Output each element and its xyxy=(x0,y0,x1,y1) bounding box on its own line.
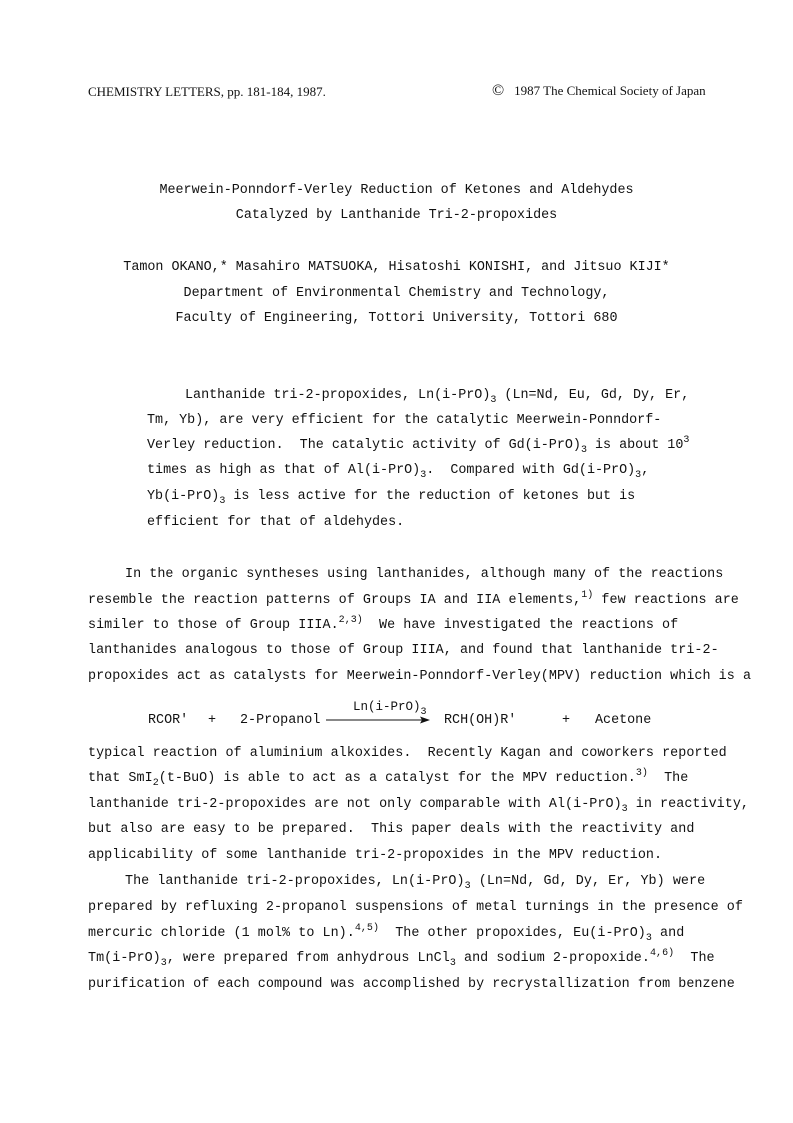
copyright-notice: © 1987 The Chemical Society of Japan xyxy=(492,82,706,99)
reactant-ketone: RCOR' xyxy=(148,713,189,728)
body-line: applicability of some lanthanide tri-2-propoxides in the MPV reduction. xyxy=(88,848,663,863)
body-line: mercuric chloride (1 mol% to Ln).$^{4,5)}$ The other propoxides, $Eu(i-PrO)_3$ and xyxy=(88,923,685,944)
body-line: but also are easy to be prepared. This paper deals with the reactivity and xyxy=(88,822,695,837)
body-line: that SmI$_2$(t-BuO) is able to act as a catalyst for the MPV reduction.$^{3)}$ The xyxy=(88,768,689,789)
reactant-propanol: 2-Propanol xyxy=(240,713,321,728)
body-line: resemble the reaction patterns of Groups IA and IIA elements,$^{1)}$ few reactions are xyxy=(88,590,739,608)
body-line: similer to those of Group IIIA.$^{2,3)}$ We have investigated the reactions of xyxy=(88,615,679,633)
abstract-line: $Yb(i-PrO)_3$ is less active for the reduction of ketones but is xyxy=(147,489,636,507)
body-line: lanthanide tri-2-propoxides are not only comparable with $Al(i-PrO)_3$ in reactivity, xyxy=(88,797,750,815)
affiliation-line-2: Faculty of Engineering, Tottori University, Tottori 680 xyxy=(175,311,618,326)
title-line-1: Meerwein-Ponndorf-Verley Reduction of Ketones and Aldehydes xyxy=(159,183,634,198)
abstract-line: Lanthanide tri-2-propoxides, $Ln(i-PrO)_3$ (Ln=Nd, Eu, Gd, Dy, Er, xyxy=(185,388,690,406)
catalyst-label: $Ln(i-PrO)_3$ xyxy=(353,700,427,718)
journal-citation: CHEMISTRY LETTERS, pp. 181-184, 1987. xyxy=(88,84,326,99)
product-acetone: Acetone xyxy=(595,713,652,728)
body-line: The lanthanide tri-2-propoxides, $Ln(i-PrO)_3$ (Ln=Nd, Gd, Dy, Er, Yb) were xyxy=(125,874,706,892)
body-line: purification of each compound was accomplished by recrystallization from benzene xyxy=(88,977,735,992)
title-line-2: Catalyzed by Lanthanide Tri-2-propoxides xyxy=(235,208,558,223)
abstract-line: efficient for that of aldehydes. xyxy=(147,515,405,530)
body-line: $Tm(i-PrO)_3$, were prepared from anhydrous LnCl$_3$ and sodium 2-propoxide.$^{4,6)}$ The xyxy=(88,948,715,969)
body-line: lanthanides analogous to those of Group IIIA, and found that lanthanide tri-2- xyxy=(88,643,719,658)
copyright-symbol: © xyxy=(492,82,505,99)
plus-sign: + xyxy=(208,713,217,728)
body-line: In the organic syntheses using lanthanides, although many of the reactions xyxy=(125,567,724,582)
affiliation-line-1: Department of Environmental Chemistry and Technology, xyxy=(183,286,610,301)
body-line: propoxides act as catalysts for Meerwein-Ponndorf-Verley(MPV) reduction which is a xyxy=(88,669,752,684)
reaction-arrow-icon xyxy=(326,715,431,725)
plus-sign: + xyxy=(562,713,571,728)
abstract-line: Verley reduction. The catalytic activity of $Gd(i-PrO)_3$ is about $10^3$ xyxy=(147,435,690,456)
abstract-line: Tm, Yb), are very efficient for the catalytic Meerwein-Ponndorf- xyxy=(147,413,662,428)
body-line: prepared by refluxing 2-propanol suspensions of metal turnings in the presence of xyxy=(88,900,743,915)
body-line: typical reaction of aluminium alkoxides. Recently Kagan and coworkers reported xyxy=(88,746,727,761)
authors: Tamon OKANO,* Masahiro MATSUOKA, Hisatoshi KONISHI, and Jitsuo KIJI* xyxy=(123,260,670,275)
abstract-line: times as high as that of $Al(i-PrO)_3$. Compared with $Gd(i-PrO)_3$, xyxy=(147,463,650,481)
product-alcohol: RCH(OH)R' xyxy=(444,713,517,728)
